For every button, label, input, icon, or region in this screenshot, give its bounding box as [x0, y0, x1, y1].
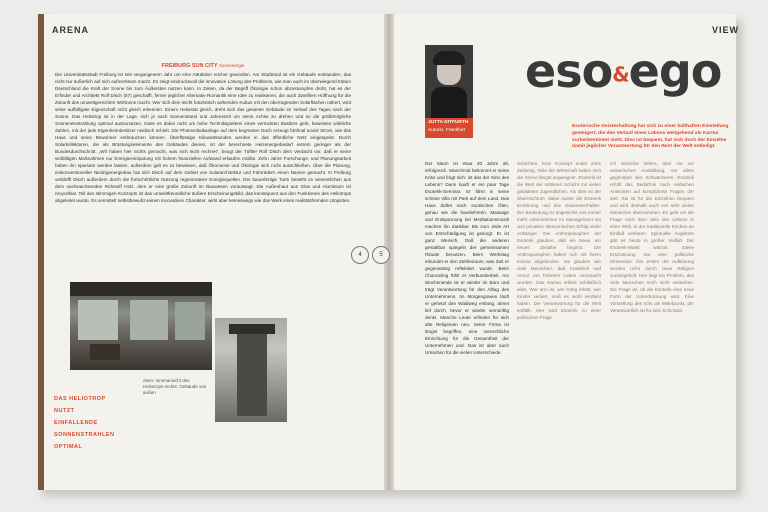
author-name: JUTTA DITFURTH [428, 120, 469, 125]
headline-suffix: Sonnenergie [218, 63, 245, 68]
tower-shape [237, 326, 267, 416]
shoulders-shape [431, 87, 467, 118]
headline-title: FREIBURG SUN CITY [161, 63, 218, 69]
article-intro: Esoterische Geisteshaltung hat sich zu einer kulthaften Einstellung gesteigert, die den Verlauf eines Lebens weitgehend als Karma vorherbestimmt sieht. Dies ist bequem, hat sich doch der Einzelne damit jeglicher Verantwortung für den Rest der Welt entledigt. [572, 124, 729, 150]
window-shape [175, 302, 205, 340]
article-column-2: Schichten. Kein Konzept endet ohne Zeitkrieg. Teile der Wirtschaft haben sich die Szene längst angeeignet. Esoterik ist die Welt der mittleren Schicht mit vielen gebildeten Jugendlichen. Als Idee ist der Überreichtum, dabei nutzte die Esoterik Ernährung und das Gesamtverhalten. Die Bedeutung ist angesichts von immer mehr Unternehmen im Management ein und privatem ökonomischen Erfolg vieler Anhänger. Die Anthroposophen der Esoterik glauben, daß ein Neue, ein neues Zeitalter beginnt. Die Anthroposophen haben sich mit ihrem Karma abgefunden. Sie glauben wie viele Menschen, daß Krankheit und Armut von früheren Leben verursacht wurden. Das Karma erklärt schließlich alles. Wer arm ist, wer Krieg erlebt, wer Kinder verliert, muß es wohl verdient haben. Die Verantwortung für die Welt entfällt. Hier wird Esoterik zu einer politischen Frage. [517, 161, 601, 320]
pullquote-line: NUTZT [54, 408, 75, 414]
pullquote-line: OPTIMAL [54, 444, 83, 450]
section-label-arena: ARENA [52, 25, 90, 35]
section-label-view: VIEW [712, 25, 740, 35]
interior-photo [70, 282, 212, 370]
pullquote-line: DAS HELIOTROP [54, 396, 106, 402]
hair-shape [433, 51, 465, 65]
article-column-1: Der Mann ist etwa 40 Jahre alt, erfolgreich. Manchmal bekommt er seine Krise und fragt sich: ist das der Sinn des Lebens? Dann kauft er ein paar Tage Esoterik-Seminar. Er fährt in seine schöne Villa mit Park auf dem Land. Das Haus duftet nach exotischen Ölen, genau wie die hauslehrerin. Massage und Entspannung bei Meditationsmusik machen ihn dankbar. Bis zum Jede Art von Entschädigung ist gesorgt. Er ist ganz Mensch. Daß die anderen gestaltbar spiegeln der gemeinsamen Rituale benutzen. Beim Werkstag erkundet er den Zeitfreiraum, was Zeit er gegenwärtig reflektiert wurde. Beim Channeling fühlt er Verbundenheit. Am Wochenende ist er wieder im Büro und trägt Verantwortung für den Alltag des Unternehmens. Im Morgengrauen läuft er gehetzt den Waldweg entlang, atmet tief durch, bevor er wieder vernünftig denkt. Manche Leute erfinden für sich alte Religionen neu. Seine Firma ist längst begriffen, eine menschliche Einrichtung für die Gesamtheit der Unternehmen und. Das ist aber auch Ursachen für die vielen Unterschiede. [425, 161, 509, 355]
author-portrait [425, 45, 473, 118]
exterior-photo [215, 318, 287, 422]
article-text: Die Universitätsstadt Freiburg ist seit vergangenem Jahr um eine Attraktion reicher geworden. Am Stadtrand ist ein Gebäude entstanden, das nicht nur äußerlich auf sich aufmerksam macht. Es zeigt eindrucksvoll die innovative Lösung des Problems, wie man auch im überwiegend trüben Deutschland die Kraft der Sonne bis zum Äußersten nutzen kann. In Zeiten, da der Begriff Ökologie schon abzustumpfen droht, hat es der Erfinder und Architekt Rolf Disch (57) geschafft, ferner jeglicher Alternativ-Romantik eine Idee zu realisieren, die auch Zweiflern Hoffnung für die Zukunft des umweltgerechten Wohnens macht. Wer sich dem leicht futuristisch wirkenden Kubus mit den überragenden Solarflächen nähert, wird seine auffälligste Eigenschaft nicht gleich erkennen. Einem Heliostat gleich, dreht sich das gesamte Gebäude im Verlauf des Tages nach der Sonne. Das Heliotrop ist in der Lage, sich je nach Sonnenstand und Jahreszeit um seine Achse zu drehen und so die größtmögliche Sonneneinstrahlung optimal auszunutzen. Dass es dabei nicht um hohe Technikspielerei eines verrückten Bastlers geht, beweisen wirkliche Zahlen, mit der jede Eigenheimbesitzer neidisch schielt. Die Photovoltaikanlage auf dem begrünten Dach erzeugt fünfmal soviel Strom, wie das Haus und seine Bewohner verbrauchen können. Überflüssige Kilowattstunden werden in das öffentliche Netz eingespeist. Durch Solarkollektoren, die als Brüstungselemente des Gebäudes dienen, ist der berechnete Heizenergiebedarf extrem geringer als der Bundesdurchschnitt. „Wir haben hier nichts gemacht, was sich nicht rechnet“, beugt der Tüftler Rolf Disch dem Verdacht vor, daß er seine vielfältigen Maßnahmen nur Energieeinsparung mit hohem finanziellen Aufwand erkaufen müßte. Zehn Jahre Forschungs- und Planungsarbeit haben ihn sparsam werden lassen, außerdem galt es zu beweisen, daß Ökonomie und Ökologie sich nicht ausschließen. Über die Planung, einkonventioneller Niedrigenergiebau hat sich Disch auf dem Gebiet von Solararchitektur und Fahrrädern einen Namen gemacht. In Freiburg verblüfft Disch außerdem durch die fortschrittliche Nutzung regenerativer Energiequellen. Der bauerfertige Turm besteht im wesentlichen aus dem nachwachsenden Rohstoff Holz, dem er eine große Zukunft im Bauwesen voraussagt. Die Außenhaut aus Glas und Aluminium ist recycelbar. Teil des stimmigen Konzepts ist das umweltfreundliche äußere Erscheinungsbild, das konsequent aus den Funktionen des Heliotrops abgeleitet wurde. Es vermittelt selbstbewußt seinen innovativen Charakter, wirkt aber keineswegs wie das Werk eines realitätsfremden Utopisten. [55, 72, 351, 203]
title-ampersand: & [612, 62, 629, 87]
ceiling-shape [70, 282, 212, 296]
pullquote [54, 393, 149, 453]
photo-caption: oben: Innenansicht des Heliotrops rechts: Gebäude von außen [143, 378, 207, 395]
window-shape [78, 300, 118, 340]
portrait-label [425, 118, 473, 138]
window-shape [130, 300, 168, 340]
article-title [525, 46, 721, 100]
furniture-shape [90, 344, 120, 360]
pullquote-line: EINFALLENDE [54, 420, 98, 426]
author-role: Autorin, Frankfurt [428, 128, 466, 133]
title-part2: ego [628, 44, 722, 98]
article-body [55, 62, 351, 204]
title-part1: eso [525, 44, 613, 98]
page-number-left: 4 [351, 246, 369, 264]
article-headline [55, 62, 351, 70]
article-column-3: Ich wünsche tiefere, aber nur zur esoterischen Ausbildung, vor allem gegenüber den Schwächeren. Esoterik erfüllt das Bedürfnis nach einfachen Antworten auf komplizierte Fragen der Zeit. Sie ist für die Einzelnen bequem und wird deshalb auch von sehr vielen Menschen übernommen. Es geht um die Frage nach dem Sinn des Lebens in einer Welt, in der traditionelle Kirchen an Einfluß verlieren. Spirituelle Angebote gibt es heute in großer Vielfalt. Der Esoterik-Markt wächst. Diese Erscheinung hat eine politische Dimension. Die Zeiten der Aufklärung werden nicht durch neue Religion zurückgeholt. Hier liegt ein Problem, das viele Menschen noch nicht verstehen. Die Frage ist, ob die Esoterik eine neue Form der Unterdrückung wird. Eine Vorstellung des Ichs als Mittelpunkt, der Verantwortlich ist für sein Schicksal. [610, 161, 694, 313]
pullquote-line: SONNENSTRAHLEN [54, 432, 115, 438]
solar-panel-shape [229, 324, 275, 334]
page-number-right: 5 [372, 246, 390, 264]
